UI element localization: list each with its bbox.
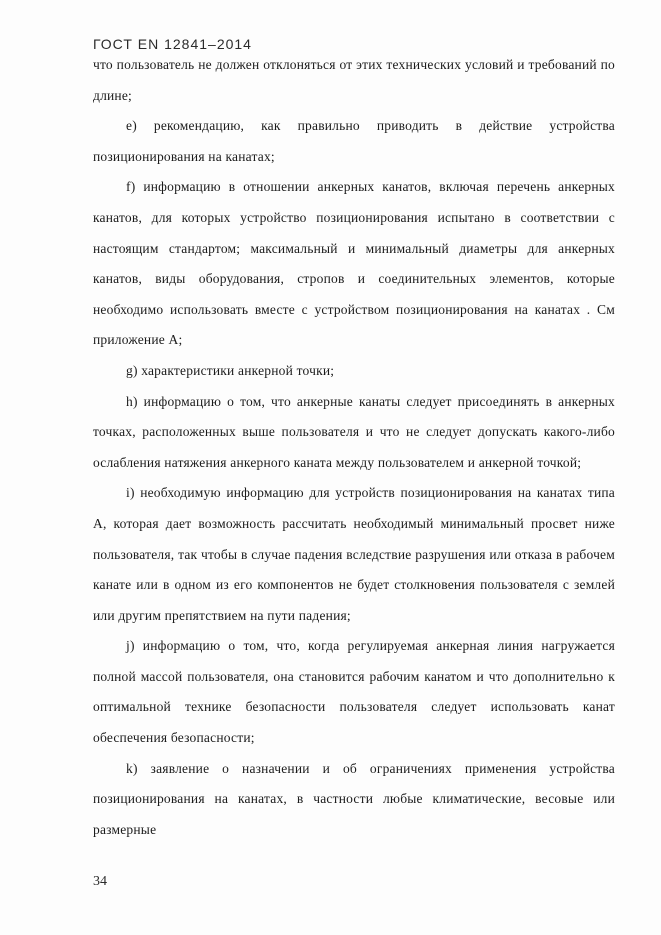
paragraph-item-g: g) характеристики анкерной точки; <box>126 362 335 378</box>
paragraph-item-k: k) заявление о назначении и об ограничениях применения устройства позиционирования на канатах, в частности любые климатические, весовые или размерные <box>93 760 615 837</box>
paragraph-item-h: h) информацию о том, что анкерные канаты следует присоединять в анкерных точках, расположенных выше пользователя и что не следует допускать какого-либо ослабления натяжения анкерного каната между пользователем и анкерной точкой; <box>93 393 615 470</box>
document-body <box>93 50 615 845</box>
paragraph-item-j: j) информацию о том, что, когда регулируемая анкерная линия нагружается полной массой пользователя, она становится рабочим канатом и что дополнительно к оптимальной технике безопасности пользователя следует использовать канат обеспечения безопасности; <box>93 638 615 746</box>
paragraph-item-f: f) информацию в отношении анкерных канатов, включая перечень анкерных канатов, для которых устройство позиционирования испытано в соответствии с настоящим стандартом; максимальный и минимальный диаметры для анкерных канатов, виды оборудования, стропов и соединительных элементов, которые необходимо использовать вместе с устройством позиционирования на канатах . См приложение А; <box>93 179 615 348</box>
paragraph-item-e: e) рекомендацию, как правильно приводить в действие устройства позиционирования на канатах; <box>93 118 615 164</box>
page-number: 34 <box>93 874 107 889</box>
document-header: ГОСТ EN 12841–2014 <box>93 36 252 52</box>
paragraph-continuation: что пользователь не должен отклоняться от этих технических условий и требований по длине; <box>93 57 615 103</box>
paragraph-item-i: i) необходимую информацию для устройств позиционирования на канатах типа А, которая дает возможность рассчитать необходимый минимальный просвет ниже пользователя, так чтобы в случае падения вследствие разрушения или отказа в рабочем канате или в одном из его компонентов не будет столкновения пользователя с землей или другим препятствием на пути падения; <box>93 485 615 623</box>
